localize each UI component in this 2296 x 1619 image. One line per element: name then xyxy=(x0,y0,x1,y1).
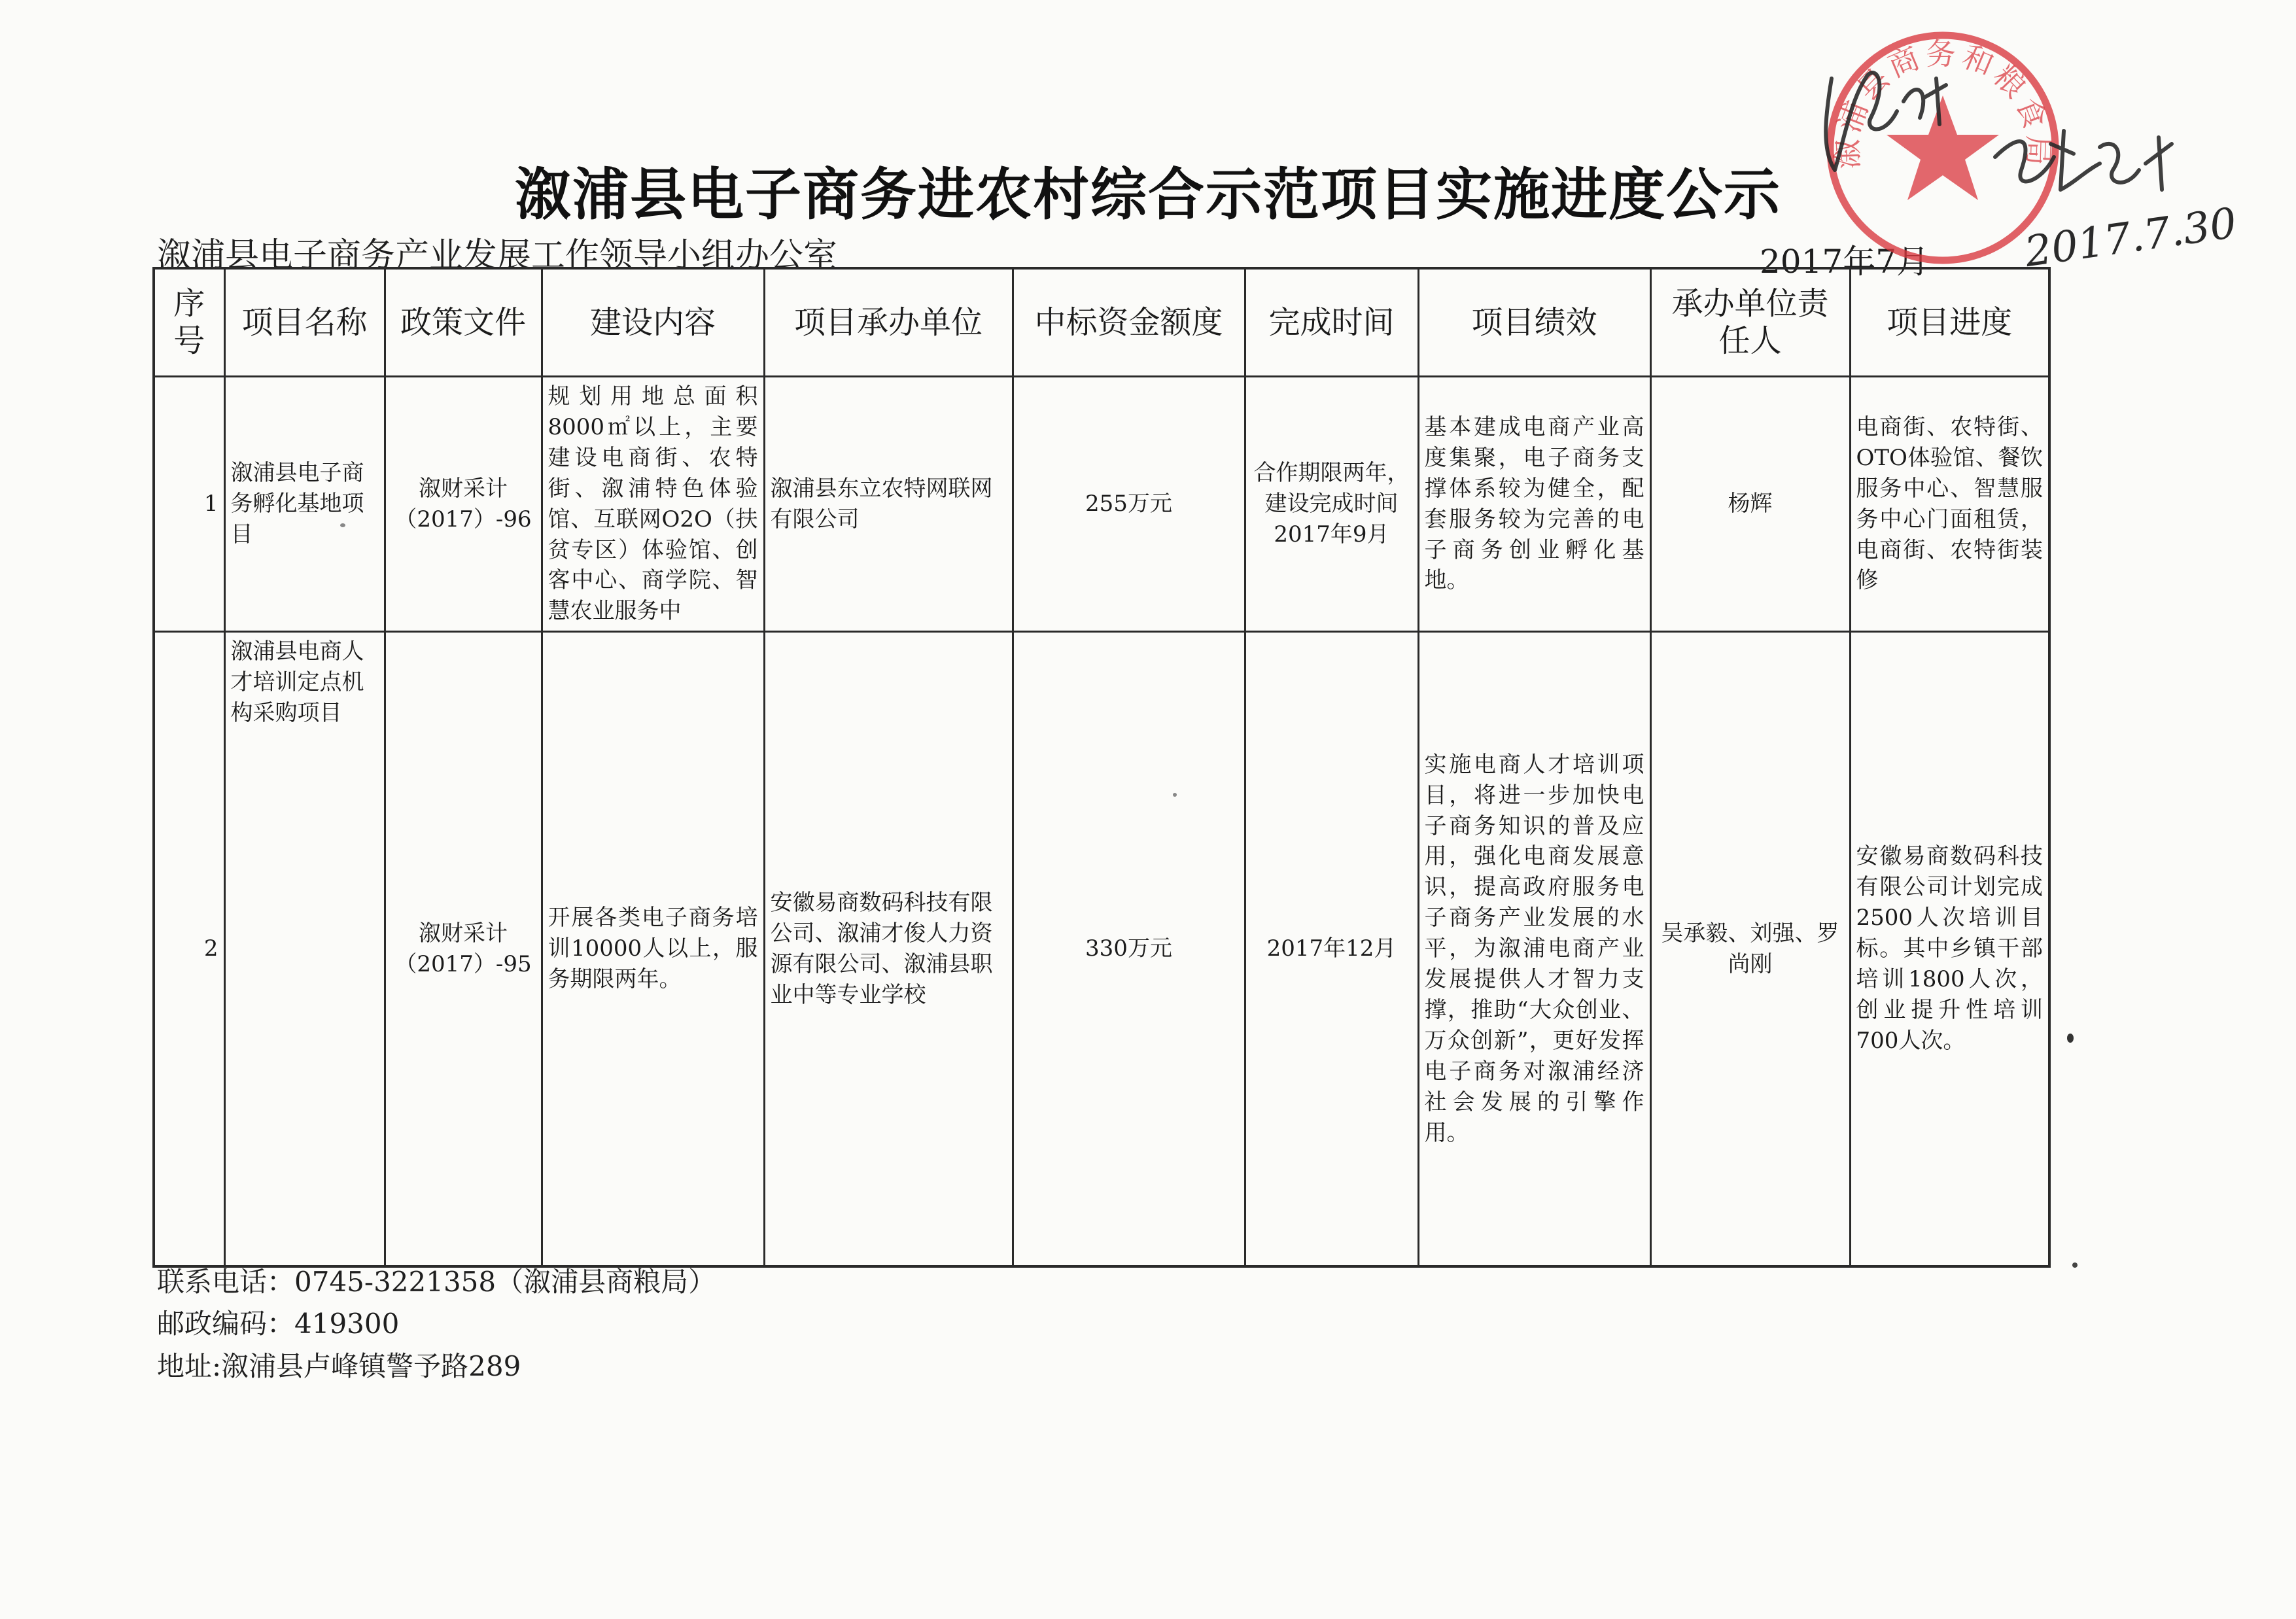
contact-info xyxy=(157,1261,716,1387)
header-time: 完成时间 xyxy=(1245,268,1418,377)
cell-amount: 330万元 xyxy=(1013,632,1245,1266)
cell-performance: 实施电商人才培训项目，将进一步加快电子商务知识的普及应用，强化电商发展意识，提高政府服务电子商务产业发展的水平，为溆浦电商产业发展提供人才智力支撑，推助“大众创业、万众创新”，更好发挥电子商务对溆浦经济社会发展的引擎作用。 xyxy=(1418,632,1650,1266)
cell-amount: 255万元 xyxy=(1013,377,1245,632)
cell-unit: 溆浦县东立农特网联网有限公司 xyxy=(764,377,1013,632)
header-unit: 项目承办单位 xyxy=(764,268,1013,377)
cell-content: 开展各类电子商务培训10000人以上，服务期限两年。 xyxy=(542,632,764,1266)
scan-speck xyxy=(2072,1262,2078,1268)
header-no: 序号 xyxy=(154,268,224,377)
header-amount: 中标资金额度 xyxy=(1013,268,1245,377)
document-date: 2017年7月 xyxy=(1760,243,1930,281)
cell-no: 1 xyxy=(154,377,224,632)
svg-text:溆浦县商务和粮食局: 溆浦县商务和粮食局 xyxy=(1829,36,2057,170)
header-performance: 项目绩效 xyxy=(1418,268,1650,377)
progress-table xyxy=(152,267,2051,1268)
cell-performance: 基本建成电商产业高度集聚，电子商务支撑体系较为健全，配套服务较为完善的电子商务创业孵化基地。 xyxy=(1418,377,1650,632)
cell-name: 溆浦县电商人才培训定点机构采购项目 xyxy=(224,632,385,1266)
cell-no: 2 xyxy=(154,632,224,1266)
header-person: 承办单位责任人 xyxy=(1650,268,1850,377)
cell-progress: 电商街、农特街、OTO体验馆、餐饮服务中心、智慧服务中心门面租赁，电商街、农特街装修 xyxy=(1850,377,2049,632)
header-name: 项目名称 xyxy=(224,268,385,377)
table-header-row xyxy=(154,268,2049,377)
cell-name: 溆浦县电子商务孵化基地项目 xyxy=(224,377,385,632)
cell-policy: 溆财采计（2017）-96 xyxy=(385,377,542,632)
contact-address: 地址:溆浦县卢峰镇警予路289 xyxy=(157,1349,521,1382)
handwritten-signature xyxy=(1805,39,2263,288)
contact-phone: 联系电话：0745-3221358（溆浦县商粮局） xyxy=(157,1266,716,1298)
scan-speck xyxy=(340,523,345,527)
cell-time: 2017年12月 xyxy=(1245,632,1418,1266)
contact-postcode: 邮政编码：419300 xyxy=(157,1308,400,1340)
scan-speck xyxy=(2067,1034,2074,1043)
header-content: 建设内容 xyxy=(542,268,764,377)
cell-time: 合作期限两年，建设完成时间2017年9月 xyxy=(1245,377,1418,632)
table-row xyxy=(154,632,2049,1266)
svg-text:2017.7.30: 2017.7.30 xyxy=(2021,199,2240,277)
cell-progress: 安徽易商数码科技有限公司计划完成2500人次培训目标。其中乡镇干部培训1800人次，创业提升性培训700人次。 xyxy=(1850,632,2049,1266)
cell-content: 规划用地总面积8000㎡以上，主要建设电商街、农特街、溆浦特色体验馆、互联网O2O（扶贫专区）体验馆、创客中心、商学院、智慧农业服务中 xyxy=(542,377,764,632)
header-progress: 项目进度 xyxy=(1850,268,2049,377)
cell-person: 吴承毅、刘强、罗尚刚 xyxy=(1650,632,1850,1266)
document-title: 溆浦县电子商务进农村综合示范项目实施进度公示 xyxy=(515,162,1781,228)
scan-speck xyxy=(1173,793,1177,797)
cell-unit: 安徽易商数码科技有限公司、溆浦才俊人力资源有限公司、溆浦县职业中等专业学校 xyxy=(764,632,1013,1266)
cell-person: 杨辉 xyxy=(1650,377,1850,632)
issuing-office: 溆浦县电子商务产业发展工作领导小组办公室 xyxy=(157,236,838,275)
cell-policy: 溆财采计（2017）-95 xyxy=(385,632,542,1266)
table-row xyxy=(154,377,2049,632)
header-policy: 政策文件 xyxy=(385,268,542,377)
